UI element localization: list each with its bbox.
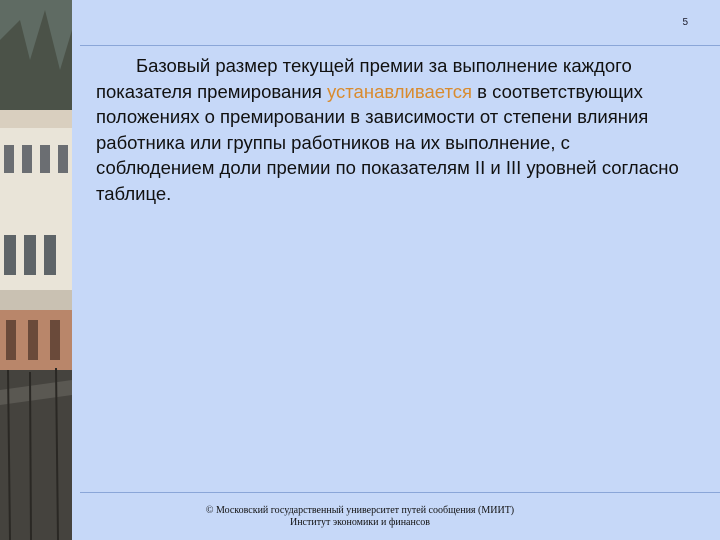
footer-university: © Московский государственный университет путей сообщения (МИИТ) [205, 505, 515, 516]
footer-institute: Институт экономики и финансов [289, 517, 431, 528]
building-photo-image [0, 0, 72, 540]
footer [160, 505, 560, 529]
body-text-part1: Базовый размер текущей премии за выполнение каждого показателя премирования [96, 55, 632, 102]
body-text-part2: в соответствующих положениях о премировании в зависимости от степени влияния работника или группы работников на их выполнение, с соблюдением доли премии по показателям II и III уровней согласно таблице. [96, 80, 679, 204]
top-divider [80, 45, 720, 46]
highlighted-word: устанавливается [327, 80, 473, 102]
building-photo [0, 0, 72, 540]
page-number: 5 [682, 17, 688, 28]
body-paragraph [96, 53, 686, 206]
bottom-divider [80, 492, 720, 493]
